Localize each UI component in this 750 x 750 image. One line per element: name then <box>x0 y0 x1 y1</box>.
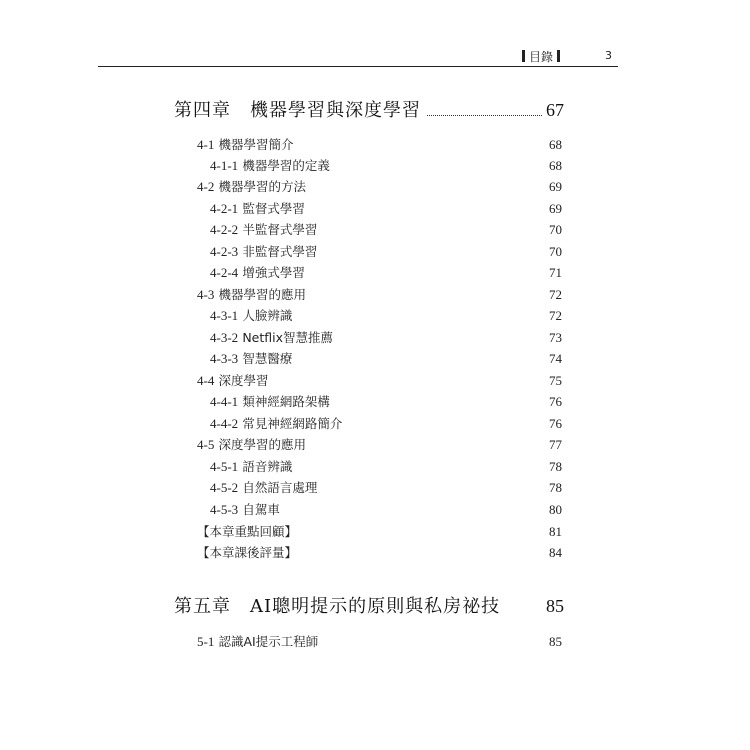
toc-page: 72 <box>549 287 562 302</box>
toc-entry: 4-2-2 半監督式學習 <box>210 222 318 237</box>
toc-page: 76 <box>549 416 562 431</box>
chapter-heading <box>174 592 564 618</box>
toc-entry: 4-5 深度學習的應用 <box>197 437 306 452</box>
chapter-heading <box>174 96 564 122</box>
toc-page: 76 <box>549 394 562 409</box>
toc-entry: 4-4-1 類神經網路架構 <box>210 394 330 409</box>
toc-page: 80 <box>549 502 562 517</box>
dot-leader <box>427 114 542 116</box>
toc-page: 77 <box>549 437 562 452</box>
toc-entry: 4-1-1 機器學習的定義 <box>210 158 330 173</box>
toc-entry: 4-3-3 智慧醫療 <box>210 351 293 366</box>
toc-page: 75 <box>549 373 562 388</box>
toc-entry: 4-3 機器學習的應用 <box>197 287 306 302</box>
toc-page: 68 <box>549 158 562 173</box>
toc-entry: 4-4-2 常見神經網路簡介 <box>210 416 343 431</box>
toc-entry: 4-2-1 監督式學習 <box>210 201 305 216</box>
toc-entry: 【本章課後評量】 <box>197 545 298 560</box>
toc-page: 69 <box>549 179 562 194</box>
toc-entry: 5-1 認識AI提示工程師 <box>197 634 319 649</box>
toc-entry: 4-4 深度學習 <box>197 373 269 388</box>
toc-page: 68 <box>549 137 562 152</box>
toc-entry: 4-2-4 增強式學習 <box>210 265 305 280</box>
toc-entry: 4-3-1 人臉辨識 <box>210 308 293 323</box>
toc-page: 72 <box>549 308 562 323</box>
header-rule <box>98 66 618 67</box>
toc-page: 69 <box>549 201 562 216</box>
toc-page: 73 <box>549 330 562 345</box>
toc-entry: 4-5-3 自駕車 <box>210 502 280 517</box>
chapter-page: 67 <box>546 100 564 120</box>
toc-entry: 4-2-3 非監督式學習 <box>210 244 318 259</box>
toc-page: 74 <box>549 351 562 366</box>
toc-page: 84 <box>549 545 562 560</box>
toc-page: 70 <box>549 244 562 259</box>
toc-entry: 4-5-1 語音辨識 <box>210 459 293 474</box>
toc-page: 78 <box>549 480 562 495</box>
toc-page: 71 <box>549 265 562 280</box>
toc-page: 78 <box>549 459 562 474</box>
page-number: 3 <box>605 49 612 62</box>
chapter-page: 85 <box>546 596 564 616</box>
toc-page: 70 <box>549 222 562 237</box>
toc-entry: 【本章重點回顧】 <box>197 524 298 539</box>
toc-entry: 4-3-2 Netflix智慧推薦 <box>210 330 333 345</box>
running-header <box>0 46 750 66</box>
toc-entry: 4-2 機器學習的方法 <box>197 179 306 194</box>
chapter-title: 第五章 AI聰明提示的原則與私房祕技 <box>174 596 501 617</box>
toc-entry: 4-5-2 自然語言處理 <box>210 480 318 495</box>
toc-page: 85 <box>549 634 562 649</box>
toc-entry: 4-1 機器學習簡介 <box>197 137 294 152</box>
chapter-title: 第四章 機器學習與深度學習 <box>174 100 421 121</box>
toc-page: 81 <box>549 524 562 539</box>
section-label: 目錄 <box>518 48 564 65</box>
